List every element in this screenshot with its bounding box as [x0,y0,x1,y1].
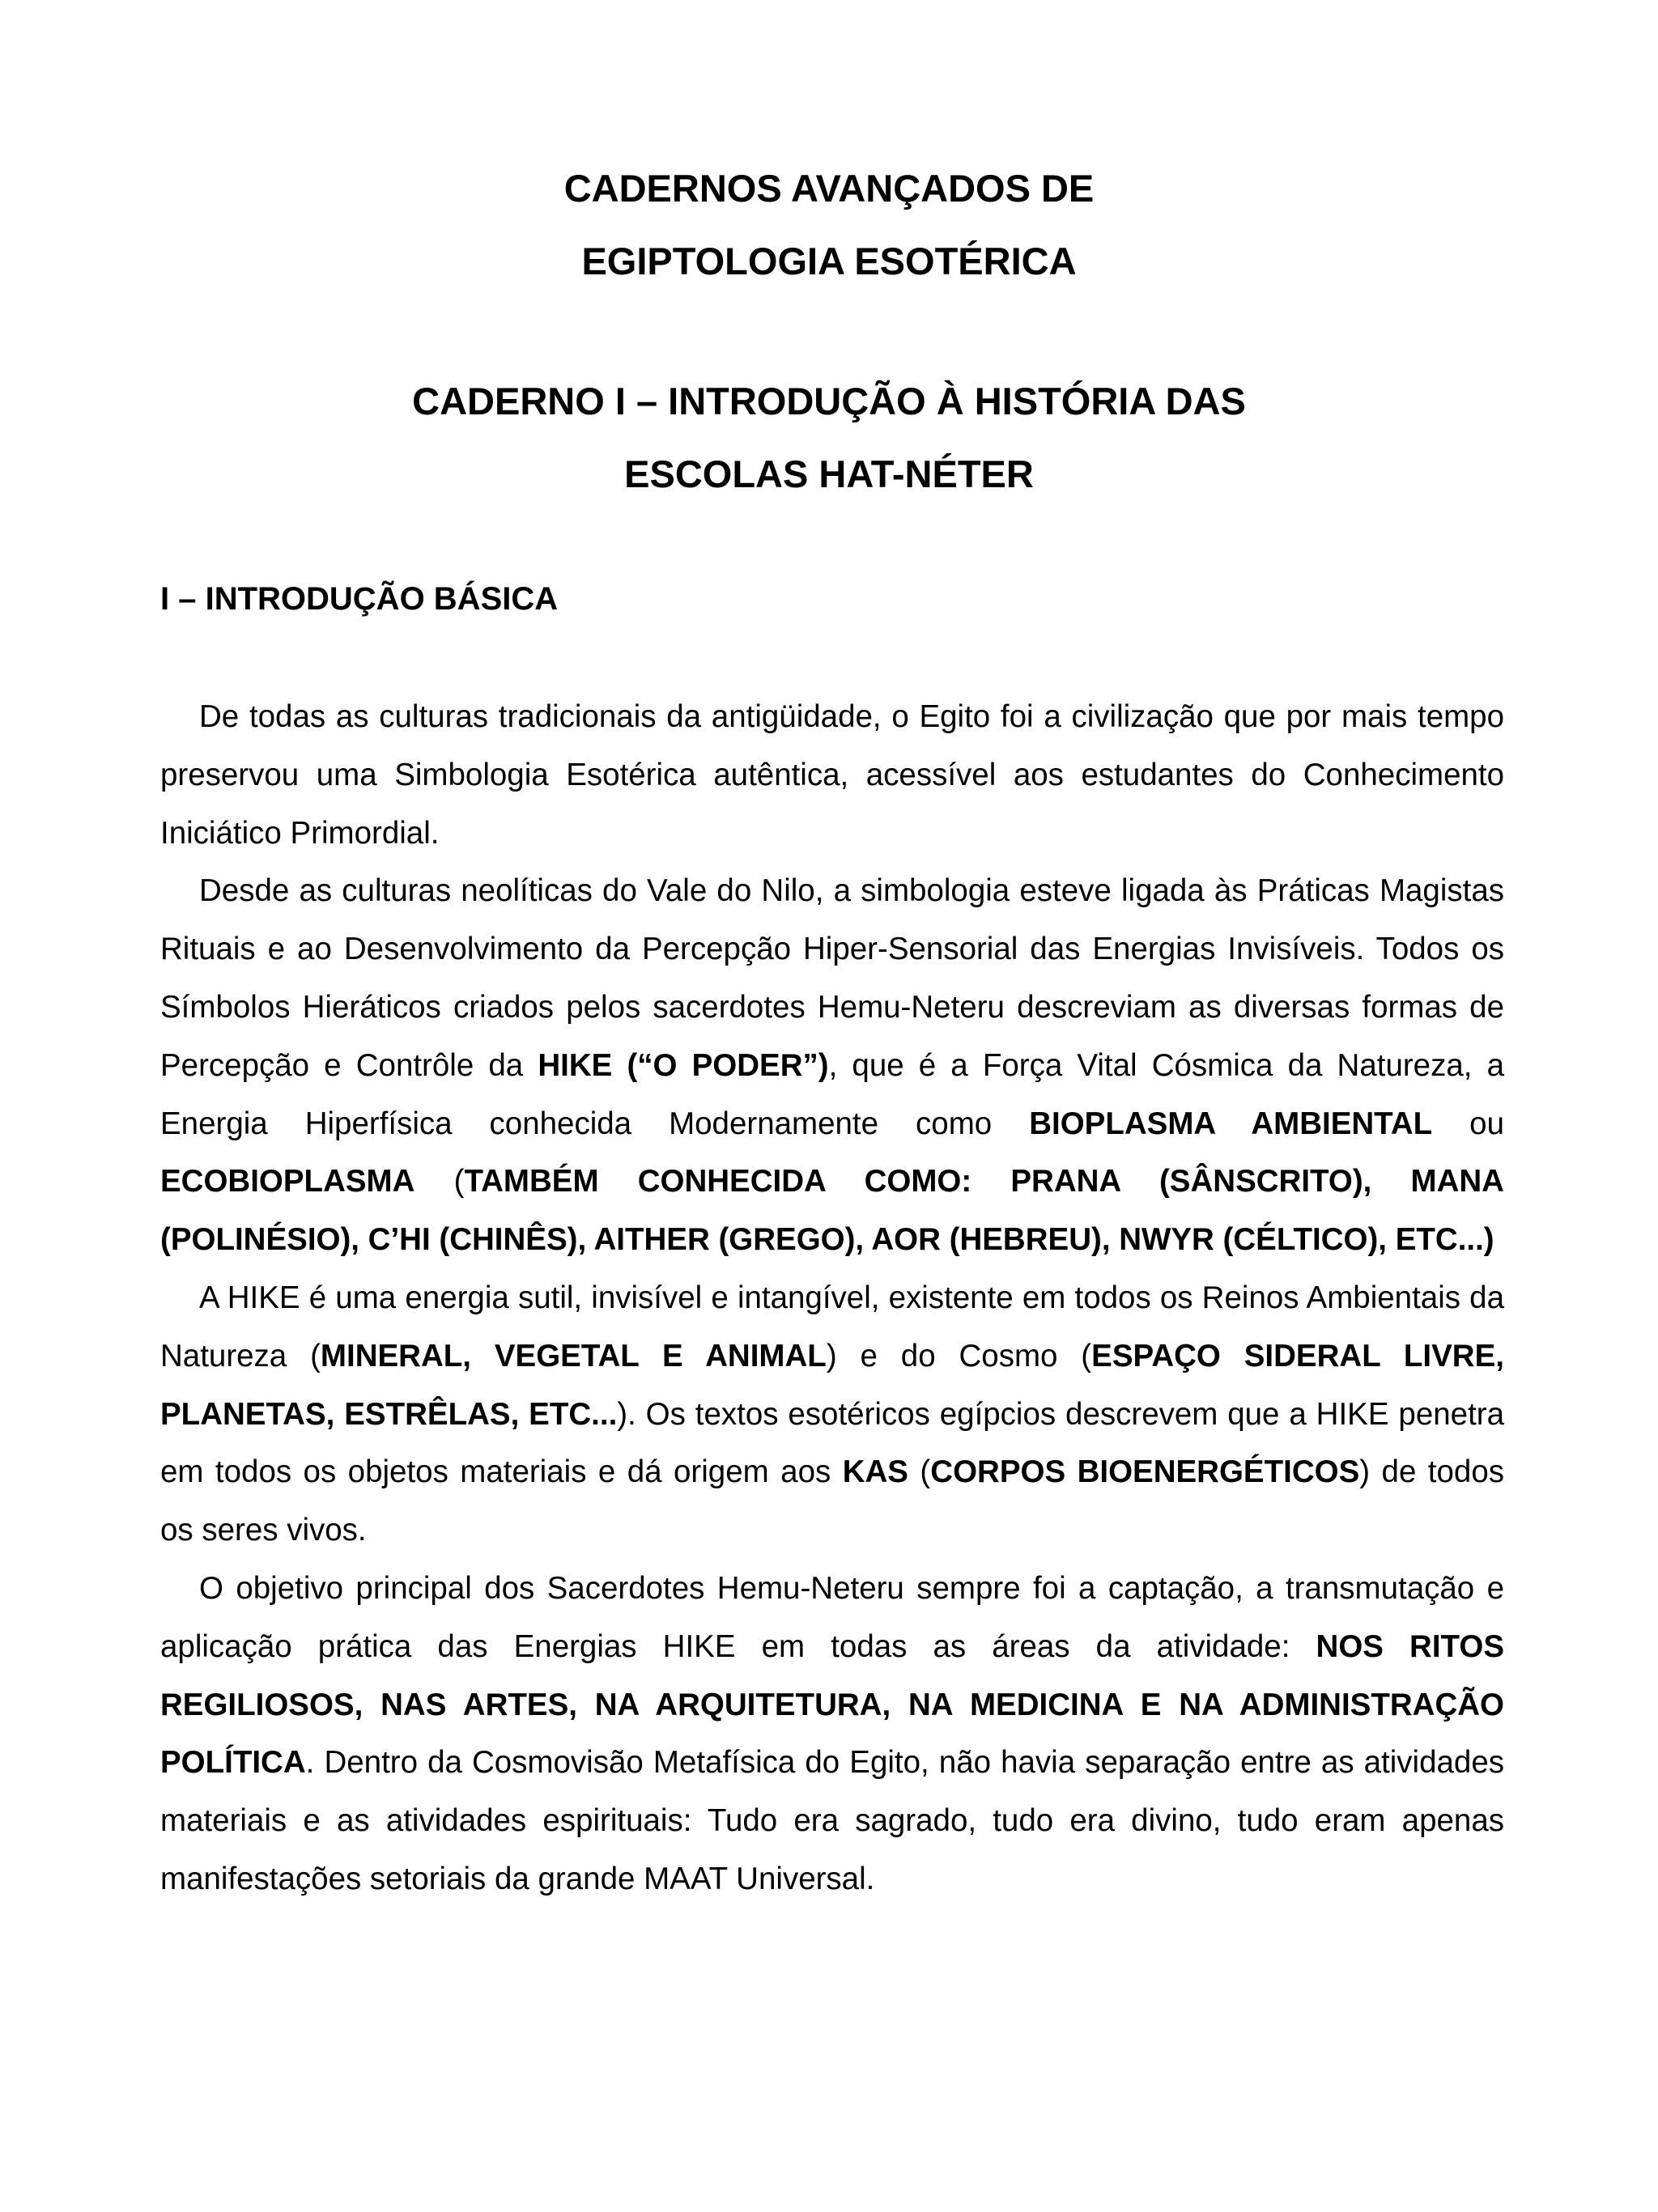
text-run: Desde as culturas neolíticas do Vale do Nilo, a simbologia esteve ligada às Práticas Magistas Rituais e ao Desenvolvimento da Percepção Hiper-Sensorial das Energias Invisíveis. Todos os Símbolos Hieráticos criados pelos sacerdotes Hemu-Neteru descreviam as diversas formas de Percepção e Contrôle da [160,873,1504,1083]
subtitle-line-2: ESCOLAS HAT-NÉTER [624,452,1034,495]
bold-text-run: CORPOS BIOENERGÉTICOS [930,1454,1360,1490]
text-run: ou [1432,1106,1504,1141]
paragraph-1 [160,688,1504,862]
paragraph-3 [160,1269,1504,1560]
bold-text-run: TAMBÉM CONHECIDA COMO: PRANA (SÂNSCRITO), MANA (POLINÉSIO), C’HI (CHINÊS), AITHER (GREGO), AOR (HEBREU), NWYR (CÉLTICO), ETC...) [160,1164,1504,1258]
text-run: ) de todos os seres vivos. [160,1454,1504,1548]
paragraph-4 [160,1560,1504,1908]
bold-text-run: BIOPLASMA AMBIENTAL [1029,1106,1433,1141]
text-run: ( [414,1164,465,1199]
section-heading: I – INTRODUÇÃO BÁSICA [160,581,559,617]
text-run: O objetivo principal dos Sacerdotes Hemu-Neteru sempre foi a captação, a transmutação e aplicação prática das Energias HIKE em todas as áreas da atividade: [160,1570,1504,1664]
title-line-1: CADERNOS AVANÇADOS DE [563,167,1095,210]
bold-text-run: NOS RITOS REGILIOSOS, NAS ARTES, NA ARQUITETURA, NA MEDICINA E NA ADMINISTRAÇÃO POLÍTICA [160,1628,1504,1781]
bold-text-run: ECOBIOPLASMA [160,1164,415,1199]
text-run: . Dentro da Cosmovisão Metafísica do Egito, não havia separação entre as atividades materiais e as atividades espirituais: Tudo era sagrado, tudo era divino, tudo eram apenas manifestações setoriais da grande MAAT Universal. [160,1745,1504,1896]
text-run: De todas as culturas tradicionais da antigüidade, o Egito foi a civilização que por mais tempo preservou uma Simbologia Esotérica autêntica, acessível aos estudantes do Conhecimento Iniciático Primordial. [160,699,1504,851]
bold-text-run: HIKE (“O PODER”) [538,1047,829,1083]
text-run: ( [908,1454,931,1490]
title-line-2: EGIPTOLOGIA ESOTÉRICA [581,240,1077,282]
bold-text-run: KAS [842,1454,908,1490]
text-run: ) e do Cosmo ( [826,1338,1092,1373]
text-run: , que é a Força Vital Cósmica da Natureza, a Energia Hiperfísica conhecida Modernamente como [160,1047,1504,1141]
document-subtitle [0,365,1658,511]
subtitle-line-1: CADERNO I – INTRODUÇÃO À HISTÓRIA DAS [412,380,1246,422]
text-run: ). Os textos esotéricos egípcios descrevem que a HIKE penetra em todos os objetos materiais e dá origem aos [160,1396,1505,1490]
bold-text-run: MINERAL, VEGETAL E ANIMAL [320,1338,827,1373]
bold-text-run: ESPAÇO SIDERAL LIVRE, PLANETAS, ESTRÊLAS, ETC... [160,1338,1504,1432]
document-title [0,152,1658,298]
body-text [160,688,1504,1908]
text-run: A HIKE é uma energia sutil, invisível e intangível, existente em todos os Reinos Ambientais da Natureza ( [160,1280,1504,1373]
paragraph-2 [160,862,1504,1269]
